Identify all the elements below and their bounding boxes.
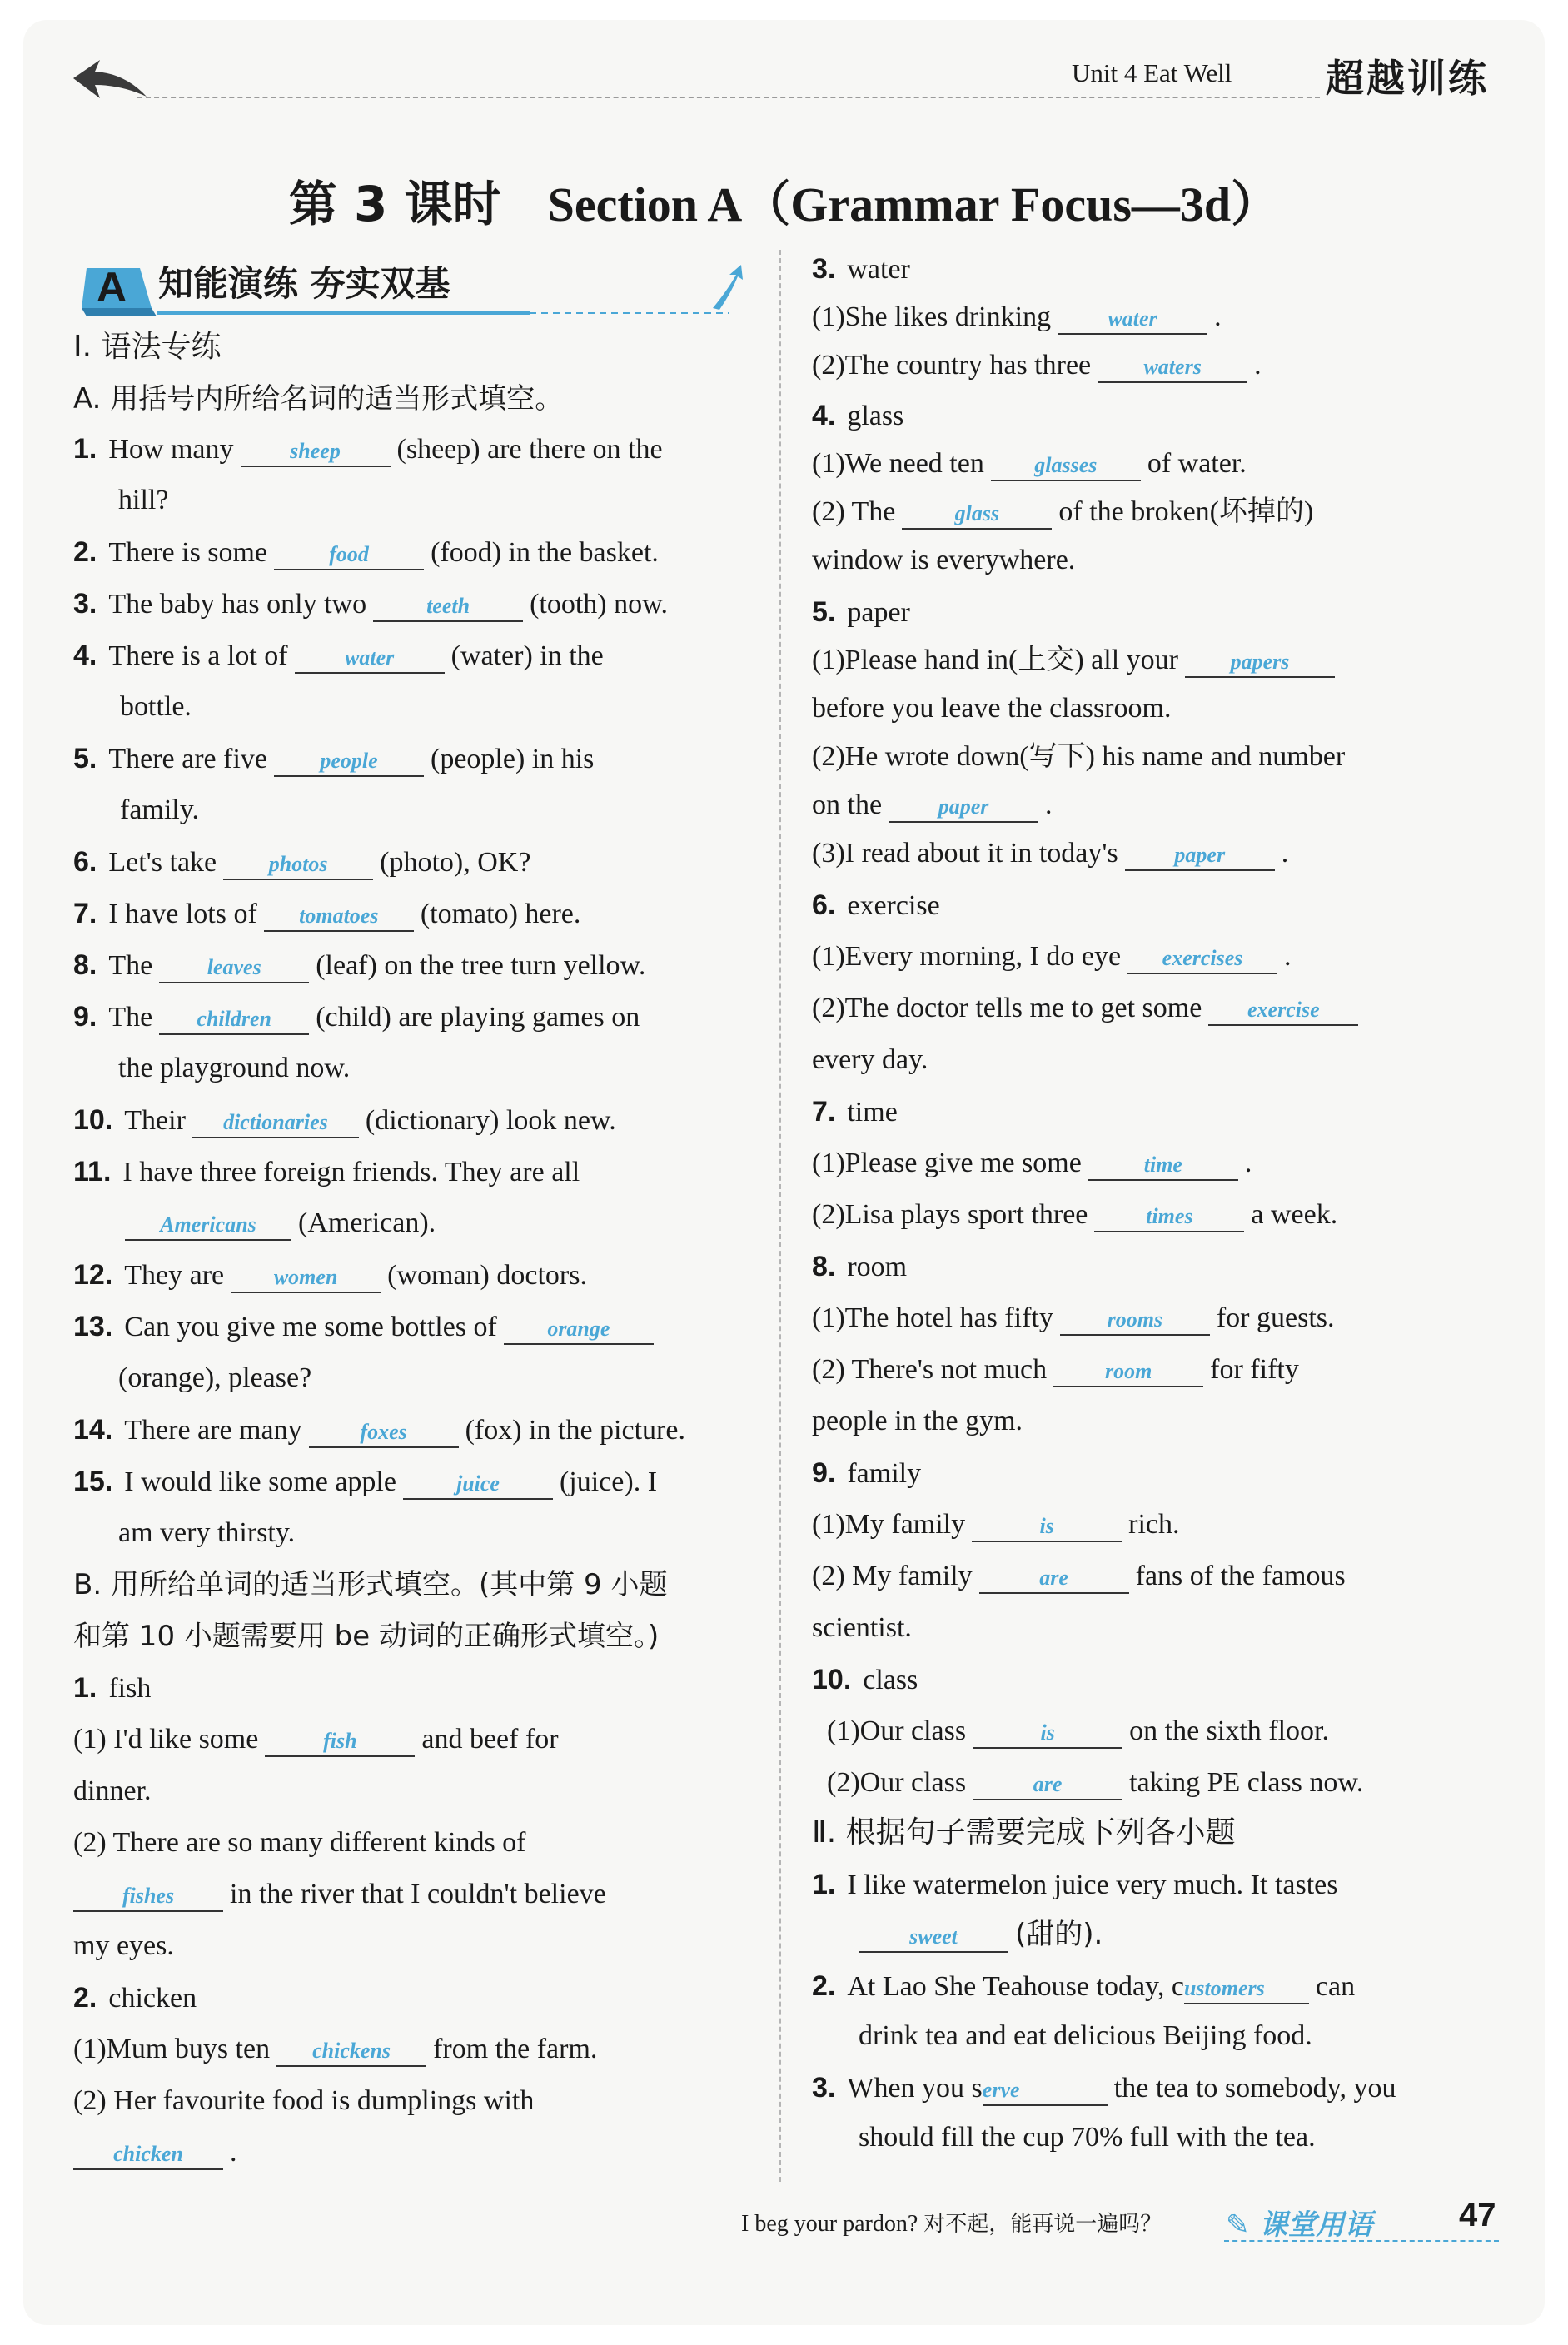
sub-item: (2)The country has three waters . <box>812 345 1262 386</box>
answer-blank[interactable]: rooms <box>1060 1306 1210 1336</box>
answer-blank[interactable]: water <box>1058 305 1207 335</box>
sub-item: (1)Every morning, I do eye exercises . <box>812 936 1292 978</box>
answer-blank[interactable]: people <box>274 747 424 777</box>
word-item: 9. family <box>812 1457 922 1489</box>
sub-item: (1)We need ten glasses of water. <box>812 443 1247 485</box>
answer-blank[interactable]: erve <box>983 2076 1108 2106</box>
sub-item: (2) There are so many different kinds of <box>73 1827 526 1858</box>
sub-item-cont: on the paper . <box>812 784 1053 826</box>
word-item: 6. exercise <box>812 889 940 921</box>
list-item: 11. I have three foreign friends. They are all <box>73 1156 580 1187</box>
sub-item-cont: chicken . <box>73 2132 237 2173</box>
list-item: 3. When you serve the tea to somebody, you <box>812 2067 1396 2109</box>
answer-blank[interactable]: food <box>274 540 424 570</box>
list-item: 14. There are many foxes (fox) in the picture. <box>73 1409 685 1451</box>
answer-blank[interactable]: fish <box>265 1727 415 1757</box>
sub-item: (1)Our class is on the sixth floor. <box>827 1710 1329 1752</box>
partB-instruction-cont: 和第 10 小题需要用 be 动词的正确形式填空。) <box>73 1620 660 1653</box>
sub-item-cont: every day. <box>812 1044 928 1075</box>
list-item-cont: (orange), please? <box>118 1362 312 1393</box>
header-rule <box>137 97 1320 98</box>
list-item-cont: am very thirsty. <box>118 1517 296 1548</box>
answer-blank[interactable]: dictionaries <box>192 1108 359 1138</box>
sub-item-cont: window is everywhere. <box>812 545 1076 575</box>
answer-blank[interactable]: time <box>1088 1151 1238 1181</box>
word-item: 1. fish <box>73 1672 152 1704</box>
word-item: 10. class <box>812 1664 918 1695</box>
answer-blank[interactable]: paper <box>1125 841 1275 871</box>
lesson-number: 第 3 课时 <box>288 176 501 232</box>
list-item: 15. I would like some apple juice (juice). I <box>73 1461 657 1503</box>
part2-heading: Ⅱ. 根据句子需要完成下列各小题 <box>812 1815 1236 1850</box>
sub-item: (1)The hotel has fifty rooms for guests. <box>812 1297 1335 1339</box>
word-item: 2. chicken <box>73 1982 197 2014</box>
answer-blank[interactable]: children <box>159 1005 309 1035</box>
answer-blank[interactable]: chickens <box>276 2037 426 2067</box>
sub-item-cont: people in the gym. <box>812 1406 1023 1436</box>
sub-item: (2) The glass of the broken(坏掉的) <box>812 491 1313 533</box>
column-divider <box>779 250 781 2182</box>
answer-blank[interactable]: leaves <box>159 953 309 983</box>
word-item: 5. paper <box>812 596 910 628</box>
partA-instruction: A. 用括号内所给名词的适当形式填空。 <box>73 382 564 416</box>
answer-blank[interactable]: paper <box>889 793 1038 823</box>
answer-blank[interactable]: is <box>972 1512 1122 1542</box>
list-item: 3. The baby has only two teeth (tooth) now. <box>73 583 668 625</box>
word-item: 4. glass <box>812 400 904 431</box>
list-item: 5. There are five people (people) in his <box>73 738 594 780</box>
list-item-cont: family. <box>120 794 200 825</box>
answer-blank[interactable]: waters <box>1098 353 1247 383</box>
answer-blank[interactable]: teeth <box>373 592 523 622</box>
list-item: 2. There is some food (food) in the basket. <box>73 531 659 574</box>
answer-blank[interactable]: chicken <box>73 2140 223 2170</box>
answer-blank[interactable]: are <box>973 1770 1122 1800</box>
list-item-cont: drink tea and eat delicious Beijing food. <box>859 2020 1312 2051</box>
answer-blank[interactable]: exercise <box>1208 996 1358 1026</box>
answer-blank[interactable]: juice <box>403 1470 553 1500</box>
answer-blank[interactable]: exercises <box>1127 944 1277 974</box>
part1-heading: Ⅰ. 语法专练 <box>73 330 222 364</box>
answer-blank[interactable]: orange <box>504 1315 654 1345</box>
answer-blank[interactable]: glass <box>902 500 1052 530</box>
sub-item: (1)Please give me some time . <box>812 1143 1252 1184</box>
list-item: 13. Can you give me some bottles of orange <box>73 1306 660 1348</box>
sub-item-cont: before you leave the classroom. <box>812 693 1172 724</box>
sub-item: (1)Mum buys ten chickens from the farm. <box>73 2029 597 2070</box>
list-item-cont: hill? <box>118 485 169 515</box>
sub-item: (1)My family is rich. <box>812 1504 1180 1546</box>
answer-blank[interactable]: times <box>1094 1202 1244 1232</box>
lesson-section: Section A（Grammar Focus—3d） <box>547 177 1280 232</box>
answer-blank[interactable]: water <box>295 644 445 674</box>
list-item: 6. Let's take photos (photo), OK? <box>73 841 530 884</box>
word-item: 7. time <box>812 1096 898 1128</box>
answer-blank[interactable]: foxes <box>309 1418 459 1448</box>
sub-item: (1)Please hand in(上交) all your papers <box>812 640 1342 681</box>
sub-item: (2)Our class are taking PE class now. <box>827 1762 1363 1804</box>
sub-item-cont: fishes in the river that I couldn't believe <box>73 1874 606 1915</box>
list-item: 1. How many sheep (sheep) are there on the <box>73 428 663 470</box>
lesson-title <box>0 165 1568 235</box>
sub-item: (2)The doctor tells me to get some exercise <box>812 988 1365 1029</box>
footer-rule <box>1224 2240 1499 2242</box>
sub-item: (2) There's not much room for fifty <box>812 1349 1299 1391</box>
answer-blank[interactable]: women <box>231 1263 381 1293</box>
answer-blank[interactable]: room <box>1053 1357 1203 1387</box>
answer-blank[interactable]: are <box>979 1564 1129 1594</box>
footer-brand: ✎ 课堂用语 <box>1226 2208 1373 2242</box>
answer-blank[interactable]: photos <box>223 850 373 880</box>
answer-blank[interactable]: sweet <box>859 1923 1008 1953</box>
answer-blank[interactable]: tomatoes <box>264 902 414 932</box>
list-item: 12. They are women (woman) doctors. <box>73 1254 587 1297</box>
list-item-cont: the playground now. <box>118 1053 351 1083</box>
list-item: 1. I like watermelon juice very much. It tastes <box>812 1869 1338 1900</box>
sub-item: (1)She likes drinking water . <box>812 296 1222 338</box>
answer-blank[interactable]: fishes <box>73 1882 223 1912</box>
series-brand: 超越训练 <box>1326 56 1489 101</box>
footer-phrase: I beg your pardon? 对不起，能再说一遍吗？ <box>741 2211 1162 2237</box>
section-title: 知能演练 夯实双基 <box>158 263 450 304</box>
list-item: 8. The leaves (leaf) on the tree turn yellow. <box>73 944 645 987</box>
sub-item-cont: scientist. <box>812 1612 912 1643</box>
page-number: 47 <box>1459 2197 1496 2233</box>
list-item-cont: should fill the cup 70% full with the tea. <box>859 2122 1316 2153</box>
pen-icon: ✎ <box>1226 2208 1250 2242</box>
sub-item: (2) My family are fans of the famous <box>812 1556 1346 1597</box>
list-item: 7. I have lots of tomatoes (tomato) here. <box>73 893 580 935</box>
list-item: 2. At Lao She Teahouse today, customers can <box>812 1965 1355 2008</box>
sub-item: (2)Lisa plays sport three times a week. <box>812 1194 1337 1236</box>
partB-instruction: B. 用所给单词的适当形式填空。(其中第 9 小题 <box>73 1568 668 1601</box>
answer-blank[interactable]: glasses <box>991 451 1141 481</box>
word-item: 8. room <box>812 1251 908 1282</box>
answer-blank[interactable]: papers <box>1185 648 1335 678</box>
list-item: 9. The children (child) are playing games on <box>73 996 640 1038</box>
list-item-cont: sweet (甜的). <box>859 1914 1103 1956</box>
list-item-cont: Americans (American). <box>118 1202 436 1244</box>
sub-item: (2) Her favourite food is dumplings with <box>73 2085 535 2116</box>
answer-blank[interactable]: Americans <box>125 1211 291 1241</box>
sub-item: (2)He wrote down(写下) his name and number <box>812 741 1346 772</box>
list-item-cont: bottle. <box>120 691 192 722</box>
sub-item: (3)I read about it in today's paper . <box>812 833 1288 874</box>
list-item: 4. There is a lot of water (water) in the <box>73 635 604 677</box>
answer-blank[interactable]: sheep <box>241 437 391 467</box>
word-item: 3. water <box>812 253 910 285</box>
unit-label: Unit 4 Eat Well <box>1072 58 1232 87</box>
sub-item: (1) I'd like some fish and beef for <box>73 1719 559 1760</box>
list-item: 10. Their dictionaries (dictionary) look new. <box>73 1099 616 1142</box>
svg-text:A: A <box>97 264 127 311</box>
sub-item-cont: my eyes. <box>73 1930 174 1961</box>
sub-item-cont: dinner. <box>73 1775 152 1806</box>
answer-blank[interactable]: is <box>973 1719 1122 1749</box>
answer-blank[interactable]: ustomers <box>1184 1974 1309 2004</box>
